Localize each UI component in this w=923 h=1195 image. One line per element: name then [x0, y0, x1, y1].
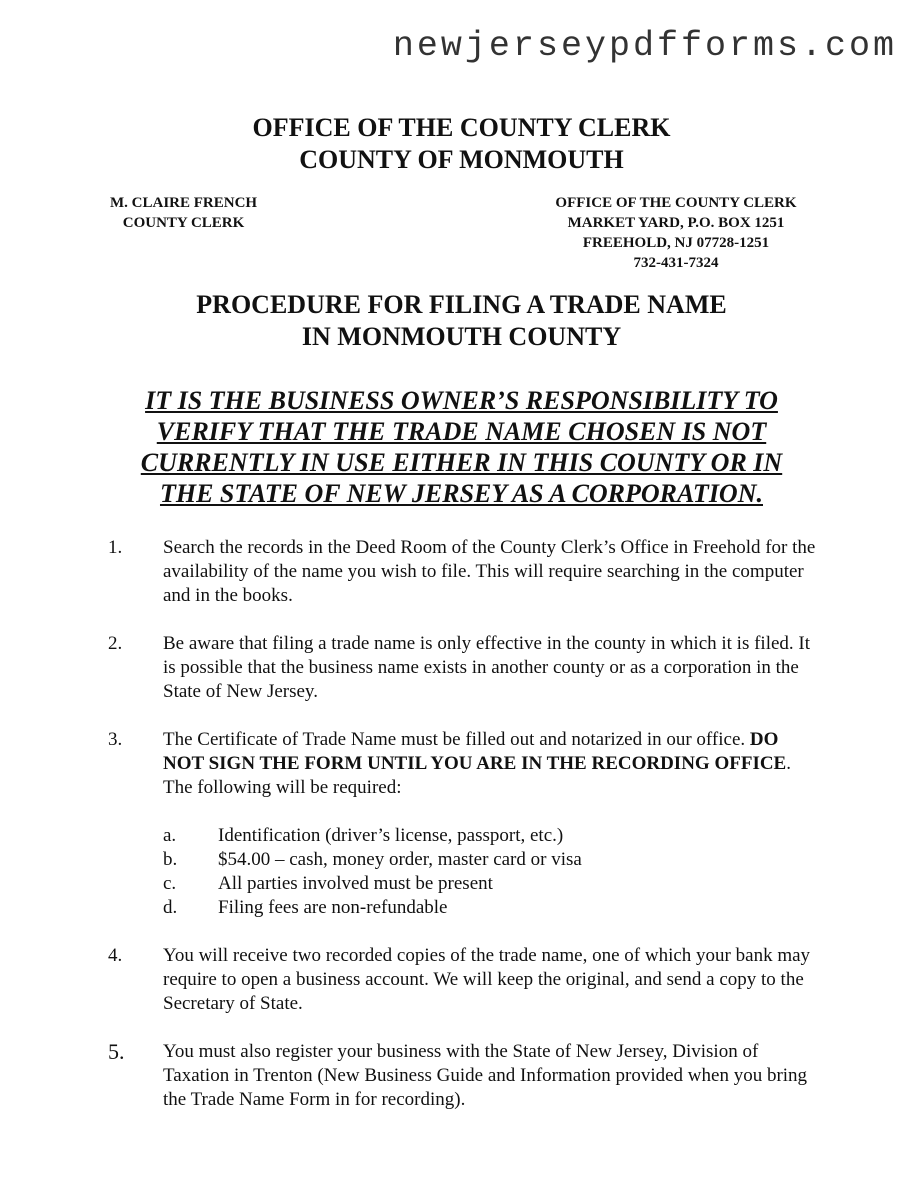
office-title-line1: OFFICE OF THE COUNTY CLERK [252, 113, 671, 142]
procedure-title-line1: PROCEDURE FOR FILING A TRADE NAME [196, 290, 727, 319]
list-item [163, 848, 823, 872]
step-2 [108, 632, 823, 704]
procedure-steps [108, 536, 823, 1136]
procedure-title [0, 289, 923, 353]
list-item-letter: b. [163, 849, 178, 870]
step-text-end: . The following will be required: [163, 753, 791, 798]
step-number: 4. [108, 945, 123, 966]
step-text: Search the records in the Deed Room of the County Clerk’s Office in Freehold for the availability of the name you wish to file. This will require searching in the computer and in the books. [163, 537, 816, 606]
list-item-text: Filing fees are non-refundable [218, 897, 448, 918]
step-4 [108, 944, 823, 1016]
office-title [0, 112, 923, 176]
list-item [163, 872, 823, 896]
office-phone: 732-431-7324 [633, 255, 719, 271]
address-line1: OFFICE OF THE COUNTY CLERK [555, 195, 797, 211]
clerk-name: M. CLAIRE FRENCH [110, 195, 258, 211]
step-5 [108, 1040, 823, 1112]
step-1 [108, 536, 823, 608]
office-address-block [540, 193, 812, 273]
procedure-title-line2: IN MONMOUTH COUNTY [301, 322, 622, 351]
step-text: You will receive two recorded copies of the trade name, one of which your bank may require to open a business account. We will keep the original, and send a copy to the Secretary of State. [163, 945, 811, 1014]
step-3 [108, 728, 823, 920]
list-item-letter: a. [163, 825, 177, 846]
warning-line2: VERIFY THAT THE TRADE NAME CHOSEN IS NOT [156, 417, 767, 446]
requirements-list [163, 824, 823, 920]
warning-line3: CURRENTLY IN USE EITHER IN THIS COUNTY OR IN [140, 448, 783, 477]
warning-line1: IT IS THE BUSINESS OWNER’S RESPONSIBILITY TO [145, 386, 778, 415]
list-item [163, 896, 823, 920]
list-item-text: All parties involved must be present [218, 873, 493, 894]
list-item-letter: d. [163, 897, 178, 918]
list-item-text: $54.00 – cash, money order, master card or visa [218, 849, 582, 870]
clerk-name-block [110, 193, 257, 233]
address-line3: FREEHOLD, NJ 07728-1251 [582, 235, 770, 251]
step-text-bold-warning: DO NOT SIGN THE FORM UNTIL YOU ARE IN THE RECORDING OFFICE [163, 729, 787, 774]
list-item-letter: c. [163, 873, 177, 894]
clerk-title: COUNTY CLERK [122, 215, 245, 231]
step-number: 2. [108, 633, 123, 654]
step-number: 5. [108, 1039, 125, 1064]
step-text-intro: The Certificate of Trade Name must be filled out and notarized in our office. [163, 729, 750, 750]
watermark-text: newjerseypdfforms.com [392, 26, 897, 66]
step-number: 3. [108, 729, 123, 750]
address-line2: MARKET YARD, P.O. BOX 1251 [567, 215, 785, 231]
step-text [163, 728, 823, 800]
list-item-text: Identification (driver’s license, passport, etc.) [218, 825, 564, 846]
step-text: You must also register your business with the State of New Jersey, Division of Taxation in Trenton (New Business Guide and Information provided when you bring the Trade Name Form in for recording). [163, 1041, 808, 1110]
step-number: 1. [108, 537, 123, 558]
warning-line4: THE STATE OF NEW JERSEY AS A CORPORATION. [159, 479, 763, 508]
responsibility-warning [100, 385, 823, 509]
step-text: Be aware that filing a trade name is only effective in the county in which it is filed. It is possible that the business name exists in another county or as a corporation in the State of New Jersey. [163, 633, 811, 702]
office-title-line2: COUNTY OF MONMOUTH [299, 145, 624, 174]
list-item [163, 824, 823, 848]
